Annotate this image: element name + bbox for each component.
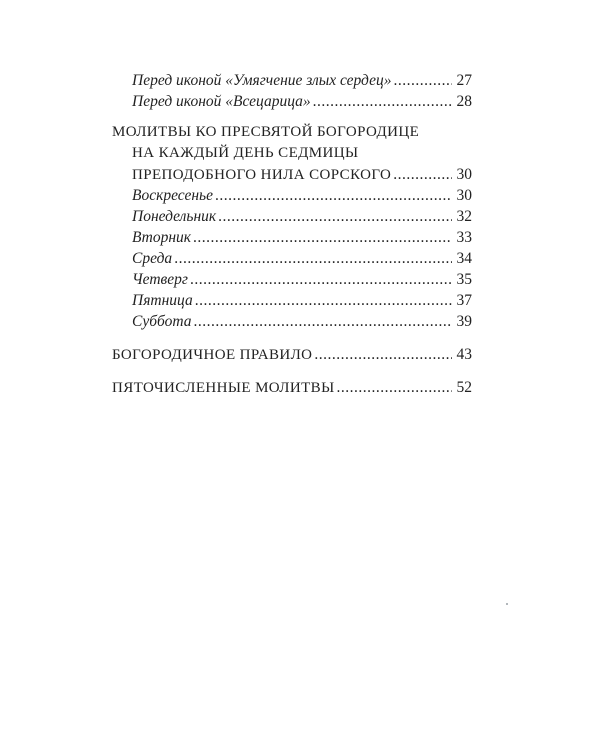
dot-leader — [194, 311, 453, 332]
toc-entry-title: Перед иконой «Всецарица» — [132, 93, 311, 110]
toc-entry[interactable] — [112, 91, 472, 112]
dot-leader — [393, 164, 452, 185]
toc-entry-page: 33 — [456, 229, 472, 246]
dot-leader — [337, 377, 452, 398]
dot-leader — [313, 91, 452, 112]
toc-entry-page: 28 — [456, 93, 472, 110]
toc-entry-page: 32 — [456, 208, 472, 225]
dot-leader — [190, 269, 452, 290]
toc-entry[interactable] — [112, 311, 472, 332]
toc-entry-title: Четверг — [132, 271, 188, 288]
toc-section-entry[interactable] — [112, 344, 472, 365]
toc-entry-title: ПЯТОЧИСЛЕННЫЕ МОЛИТВЫ — [112, 380, 335, 396]
dot-leader — [195, 290, 452, 311]
toc-entry[interactable] — [112, 70, 472, 91]
toc-entry[interactable] — [112, 206, 472, 227]
toc-entry[interactable] — [112, 227, 472, 248]
toc-entry-title: Суббота — [132, 313, 192, 330]
toc-entry-title: Перед иконой «Умягчение злых сердец» — [132, 72, 392, 89]
toc-entry-title: Среда — [132, 250, 173, 267]
dot-leader — [314, 344, 452, 365]
toc-entry-page: 43 — [456, 346, 472, 363]
dot-leader — [174, 248, 452, 269]
toc-entry-title: Вторник — [132, 229, 192, 246]
toc-entry[interactable] — [112, 248, 472, 269]
dot-leader — [193, 227, 452, 248]
dot-leader — [218, 206, 452, 227]
toc-entry-page: 35 — [456, 271, 472, 288]
toc-entry-page: 37 — [456, 292, 472, 309]
table-of-contents — [112, 70, 472, 398]
section-heading-line: НА КАЖДЫЙ ДЕНЬ СЕДМИЦЫ — [132, 145, 359, 161]
toc-entry[interactable] — [112, 185, 472, 206]
toc-entry-title: БОГОРОДИЧНОЕ ПРАВИЛО — [112, 347, 313, 363]
toc-entry-page: 30 — [456, 187, 472, 204]
section-heading-line: МОЛИТВЫ КО ПРЕСВЯТОЙ БОГОРОДИЦЕ — [112, 124, 420, 140]
toc-entry[interactable] — [112, 290, 472, 311]
toc-entry-page: 30 — [456, 166, 472, 183]
toc-section-entry[interactable] — [112, 377, 472, 398]
dot-leader — [393, 70, 452, 91]
toc-entry[interactable] — [112, 269, 472, 290]
toc-entry-page: 52 — [456, 379, 472, 396]
toc-entry-title: Понедельник — [132, 208, 217, 225]
toc-entry-page: 39 — [456, 313, 472, 330]
toc-entry-title: Пятница — [132, 292, 193, 309]
toc-section-entry[interactable] — [112, 164, 472, 185]
toc-entry-title: Воскресенье — [132, 187, 213, 204]
toc-entry-page: 34 — [456, 250, 472, 267]
toc-entry-page: 27 — [456, 72, 472, 89]
dot-leader — [215, 185, 452, 206]
toc-entry-title: ПРЕПОДОБНОГО НИЛА СОРСКОГО — [132, 167, 392, 183]
paper-speck — [506, 603, 508, 605]
